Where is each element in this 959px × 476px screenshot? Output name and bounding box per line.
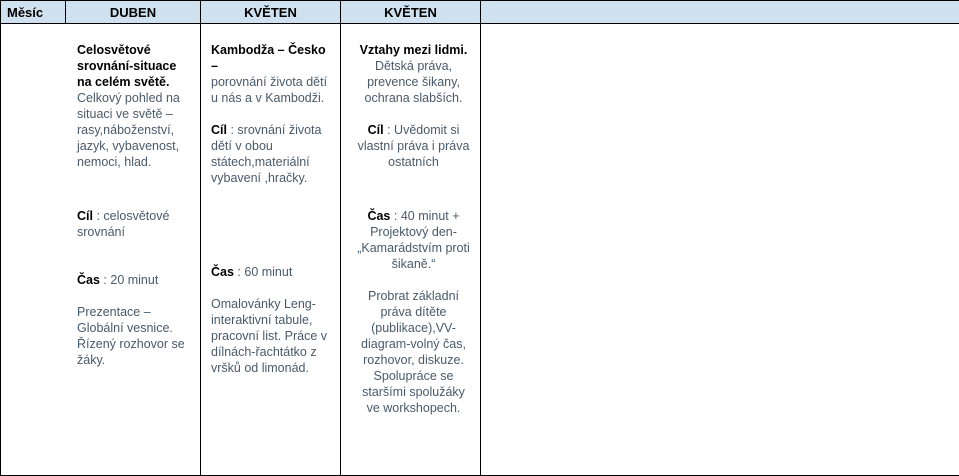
header-duben: DUBEN: [66, 1, 201, 24]
time-text: : 20 minut: [103, 273, 159, 287]
time-text: : 60 minut: [237, 265, 293, 279]
goal-text: : Uvědomit si vlastní práva i práva ostatních: [357, 123, 470, 169]
header-kveten-1: KVĚTEN: [201, 1, 341, 24]
time-line: [355, 208, 472, 272]
time-line: [211, 264, 332, 280]
topic-title: Celosvětové srovnání-situace na celém světě.: [77, 43, 177, 89]
goal-label: Cíl: [211, 123, 227, 137]
time-label: Čas: [77, 273, 100, 287]
header-empty: [481, 1, 959, 24]
methods-text: Probrat základní práva dítěte (publikace),VV- diagram-volný čas, rozhovor, diskuze. Spolupráce se staršími spolužáky ve workshopech.: [361, 289, 466, 415]
time-label: Čas: [367, 209, 391, 223]
methods-text: Prezentace – Globální vesnice. Řízený rozhovor se žáky.: [77, 305, 185, 367]
topic-title: Vztahy mezi lidmi.: [359, 43, 468, 57]
goal-line: [211, 122, 332, 186]
header-kveten-2: KVĚTEN: [341, 1, 481, 24]
content-row: [1, 24, 959, 476]
topic-description: porovnání života dětí u nás a v Kambodži.: [211, 75, 328, 105]
goal-text: : celosvětové srovnání: [77, 209, 170, 239]
topic-title: Kambodža – Česko –: [211, 43, 326, 73]
cell-kveten-2: [341, 24, 481, 476]
topic-description: Celkový pohled na situaci ve světě – rasy,náboženství, jazyk, vybavenost, nemoci, hlad.: [77, 91, 180, 169]
time-text: : 40 minut + Projektový den- „Kamarádstvím proti šikaně.“: [357, 209, 470, 271]
header-row: [1, 1, 959, 24]
cell-duben: [1, 24, 201, 476]
header-month: Měsíc: [1, 1, 66, 24]
methods-text: Omalovánky Leng- interaktivní tabule, pracovní list. Práce v dílnách-řachtátko z vršků od limonád.: [211, 297, 328, 375]
topic-description: Dětská práva, prevence šikany, ochrana slabších.: [364, 59, 463, 105]
goal-label: Cíl: [367, 123, 384, 137]
goal-line: [355, 122, 472, 170]
time-label: Čas: [211, 265, 234, 279]
goal-text: : srovnání života dětí v obou státech,materiální vybavení ,hračky.: [211, 123, 322, 185]
goal-label: Cíl: [77, 209, 93, 223]
goal-line: [77, 208, 192, 240]
time-line: [77, 272, 192, 288]
cell-kveten-1: [201, 24, 341, 476]
cell-empty: [481, 24, 959, 476]
